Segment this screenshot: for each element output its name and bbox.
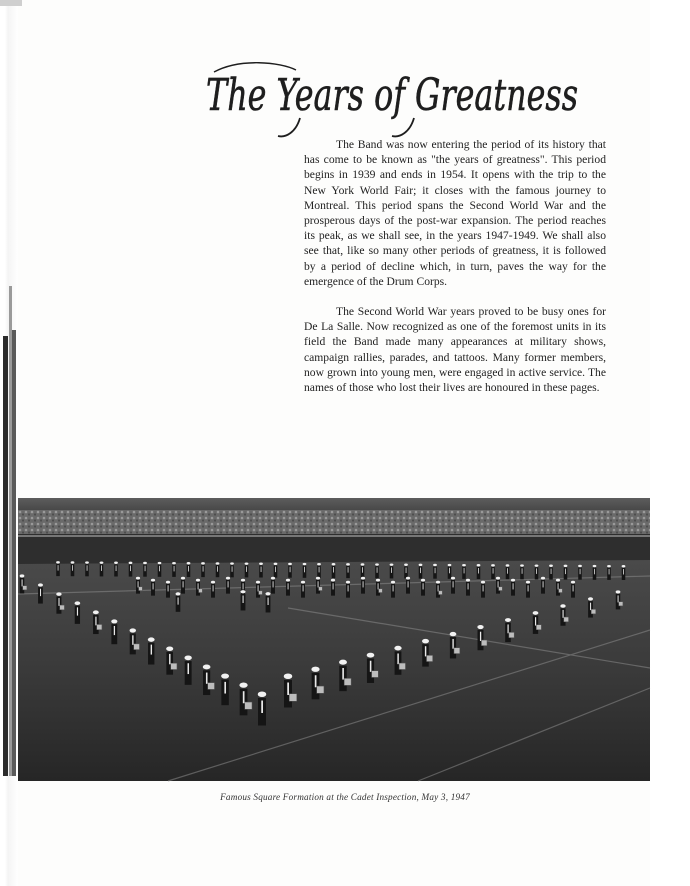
page-binding-edge: [0, 0, 18, 886]
article-paragraph: The Band was now entering the period of its history that has come to be known as "the years of greatness". This period begins in 1939 and ends in 1954. It opens with the trip to the New York World Fair; it closes with the famous journey to Montreal. This period spans the Second World War and the prosperous days of the post-war expansion. The period reaches its peak, as we shall see, in the years 1947-1949. We shall also see that, like so many other periods of greatness, it is followed by a period of decline which, in turn, paves the way for the emergence of the Drum Corps.: [304, 138, 606, 288]
article-paragraph: The Second World War years proved to be busy ones for De La Salle. Now recognized as one of the foremost units in its field the Band made many appearances at military shows, campaign rallies, parades, and tattoos. Many former members, now grown into young men, were engaged in active service. The names of those who lost their lives are honoured in these pages.: [304, 305, 606, 395]
svg-text:The Years of Greatness: The Years of Greatness: [206, 70, 578, 121]
article-body: [304, 137, 606, 395]
band-square-formation-photo: [18, 498, 650, 781]
photo-caption: Famous Square Formation at the Cadet Inspection, May 3, 1947: [220, 792, 470, 802]
page-title-script: [200, 52, 600, 142]
page-title: [200, 52, 600, 142]
